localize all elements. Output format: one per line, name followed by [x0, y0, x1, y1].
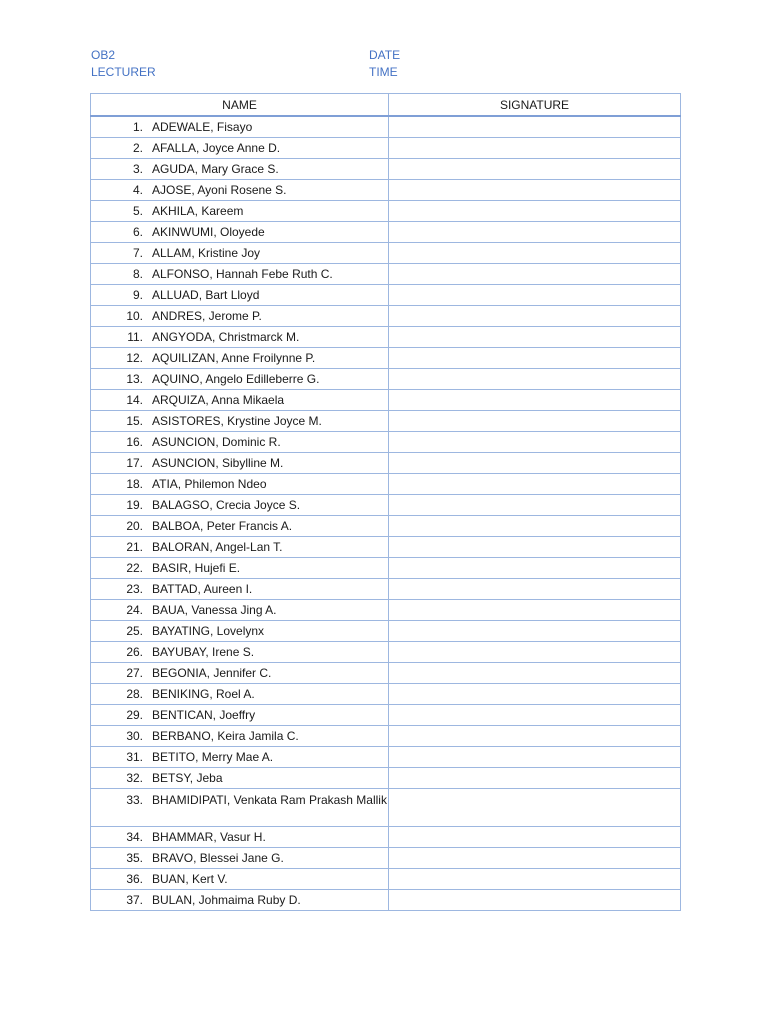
row-number: 12. [126, 350, 143, 365]
signature-cell[interactable] [389, 890, 681, 911]
student-name: AQUILIZAN, Anne Froilynne P. [152, 350, 316, 365]
row-number: 36. [126, 871, 143, 886]
signature-cell[interactable] [389, 827, 681, 848]
table-row [91, 116, 681, 138]
table-row [91, 768, 681, 789]
student-name: ANGYODA, Christmarck M. [152, 329, 300, 344]
signature-cell[interactable] [389, 222, 681, 243]
name-cell [91, 327, 389, 348]
signature-column-header: SIGNATURE [389, 94, 681, 117]
table-row [91, 369, 681, 390]
name-cell [91, 243, 389, 264]
signature-cell[interactable] [389, 705, 681, 726]
signature-cell[interactable] [389, 516, 681, 537]
table-row [91, 579, 681, 600]
signature-cell[interactable] [389, 579, 681, 600]
name-cell [91, 768, 389, 789]
signature-cell[interactable] [389, 869, 681, 890]
student-name: BETITO, Merry Mae A. [152, 749, 274, 764]
name-cell [91, 432, 389, 453]
signature-cell[interactable] [389, 138, 681, 159]
student-name: BAYUBAY, Irene S. [152, 644, 255, 659]
name-cell [91, 348, 389, 369]
table-row [91, 558, 681, 579]
name-cell [91, 705, 389, 726]
row-number: 25. [126, 623, 143, 638]
name-cell [91, 890, 389, 911]
row-number: 35. [126, 850, 143, 865]
table-row [91, 827, 681, 848]
signature-cell[interactable] [389, 453, 681, 474]
name-cell [91, 285, 389, 306]
name-cell [91, 264, 389, 285]
row-number: 5. [132, 203, 143, 218]
signature-cell[interactable] [389, 411, 681, 432]
row-number: 21. [126, 539, 143, 554]
row-number: 4. [132, 182, 143, 197]
row-number: 1. [132, 119, 143, 134]
table-row [91, 306, 681, 327]
student-name: AKHILA, Kareem [152, 203, 244, 218]
signature-cell[interactable] [389, 116, 681, 138]
signature-cell[interactable] [389, 747, 681, 768]
name-cell [91, 663, 389, 684]
name-cell [91, 390, 389, 411]
table-row [91, 138, 681, 159]
row-number: 8. [132, 266, 143, 281]
table-row [91, 869, 681, 890]
student-name: BHAMIDIPATI, Venkata Ram Prakash Mallik [152, 793, 387, 807]
row-number: 20. [126, 518, 143, 533]
table-row [91, 411, 681, 432]
signature-cell[interactable] [389, 789, 681, 827]
student-name: AQUINO, Angelo Edilleberre G. [152, 371, 320, 386]
name-cell [91, 411, 389, 432]
row-number: 3. [132, 161, 143, 176]
table-row [91, 243, 681, 264]
name-cell [91, 621, 389, 642]
name-cell [91, 537, 389, 558]
student-name: BUAN, Kert V. [152, 871, 228, 886]
table-row [91, 390, 681, 411]
name-cell [91, 642, 389, 663]
table-row [91, 537, 681, 558]
table-row [91, 327, 681, 348]
table-header-row [91, 94, 681, 117]
table-row [91, 453, 681, 474]
table-row [91, 180, 681, 201]
student-name: ALFONSO, Hannah Febe Ruth C. [152, 266, 333, 281]
signature-cell[interactable] [389, 600, 681, 621]
signature-cell[interactable] [389, 558, 681, 579]
row-number: 10. [126, 308, 143, 323]
row-number: 29. [126, 707, 143, 722]
signature-cell[interactable] [389, 369, 681, 390]
row-number: 37. [126, 892, 143, 907]
signature-cell[interactable] [389, 684, 681, 705]
name-cell [91, 180, 389, 201]
student-name: ASUNCION, Sibylline M. [152, 455, 284, 470]
table-row [91, 264, 681, 285]
row-number: 24. [126, 602, 143, 617]
table-row [91, 684, 681, 705]
signature-cell[interactable] [389, 348, 681, 369]
signature-cell[interactable] [389, 642, 681, 663]
row-number: 30. [126, 728, 143, 743]
student-name: BENTICAN, Joeffry [152, 707, 256, 722]
signature-cell[interactable] [389, 159, 681, 180]
row-number: 13. [126, 371, 143, 386]
name-cell [91, 726, 389, 747]
signature-cell[interactable] [389, 495, 681, 516]
student-name: BATTAD, Aureen I. [152, 581, 253, 596]
signature-cell[interactable] [389, 726, 681, 747]
row-number: 34. [126, 829, 143, 844]
name-cell [91, 495, 389, 516]
row-number: 18. [126, 476, 143, 491]
row-number: 26. [126, 644, 143, 659]
course-label: OB2 [91, 48, 116, 62]
table-row [91, 222, 681, 243]
name-cell [91, 138, 389, 159]
student-name: ASISTORES, Krystine Joyce M. [152, 413, 322, 428]
name-cell [91, 201, 389, 222]
student-name: ALLAM, Kristine Joy [152, 245, 261, 260]
student-name: BULAN, Johmaima Ruby D. [152, 892, 301, 907]
signature-cell[interactable] [389, 201, 681, 222]
row-number: 2. [132, 140, 143, 155]
name-cell [91, 684, 389, 705]
table-row [91, 747, 681, 768]
student-name: AFALLA, Joyce Anne D. [152, 140, 281, 155]
student-name: ARQUIZA, Anna Mikaela [152, 392, 285, 407]
student-name: BENIKING, Roel A. [152, 686, 255, 701]
row-number: 15. [126, 413, 143, 428]
table-row [91, 621, 681, 642]
student-name: AGUDA, Mary Grace S. [152, 161, 279, 176]
student-name: BRAVO, Blessei Jane G. [152, 850, 284, 865]
name-cell [91, 869, 389, 890]
signature-cell[interactable] [389, 537, 681, 558]
name-cell [91, 116, 389, 138]
row-number: 27. [126, 665, 143, 680]
table-row [91, 726, 681, 747]
row-number: 31. [126, 749, 143, 764]
name-cell [91, 453, 389, 474]
student-name: BEGONIA, Jennifer C. [152, 665, 272, 680]
signature-cell[interactable] [389, 243, 681, 264]
row-number: 6. [132, 224, 143, 239]
name-cell [91, 579, 389, 600]
row-number: 7. [132, 245, 143, 260]
table-row [91, 642, 681, 663]
student-name: ASUNCION, Dominic R. [152, 434, 281, 449]
name-cell [91, 558, 389, 579]
row-number: 9. [132, 287, 143, 302]
signature-cell[interactable] [389, 848, 681, 869]
table-row [91, 432, 681, 453]
table-row [91, 516, 681, 537]
row-number: 19. [126, 497, 143, 512]
row-number: 16. [126, 434, 143, 449]
student-name: ANDRES, Jerome P. [152, 308, 262, 323]
table-row [91, 201, 681, 222]
row-number: 11. [127, 329, 143, 344]
student-name: BASIR, Hujefi E. [152, 560, 241, 575]
header-left [91, 47, 156, 81]
table-row [91, 848, 681, 869]
table-row [91, 348, 681, 369]
table-row [91, 663, 681, 684]
table-row [91, 890, 681, 911]
student-name: BALBOA, Peter Francis A. [152, 518, 293, 533]
attendance-table [90, 93, 681, 911]
table-row [91, 285, 681, 306]
name-cell [91, 369, 389, 390]
signature-cell[interactable] [389, 264, 681, 285]
name-cell [91, 516, 389, 537]
name-cell [91, 747, 389, 768]
student-name: BAYATING, Lovelynx [152, 623, 265, 638]
header-right [369, 47, 400, 81]
table-row [91, 474, 681, 495]
row-number: 32. [126, 770, 143, 785]
date-label: DATE [369, 48, 401, 62]
signature-cell[interactable] [389, 327, 681, 348]
row-number: 28. [126, 686, 143, 701]
student-name: BAUA, Vanessa Jing A. [152, 602, 277, 617]
student-name: AKINWUMI, Oloyede [152, 224, 265, 239]
row-number: 23. [126, 581, 143, 596]
signature-cell[interactable] [389, 180, 681, 201]
name-column-header: NAME [91, 94, 389, 117]
student-name: BHAMMAR, Vasur H. [152, 829, 266, 844]
table-row [91, 600, 681, 621]
table-row [91, 705, 681, 726]
name-cell [91, 222, 389, 243]
signature-cell[interactable] [389, 285, 681, 306]
row-number: 22. [126, 560, 143, 575]
row-number: 17. [126, 455, 143, 470]
name-cell [91, 306, 389, 327]
student-name: ALLUAD, Bart Lloyd [152, 287, 260, 302]
signature-cell[interactable] [389, 432, 681, 453]
lecturer-label: LECTURER [91, 65, 156, 79]
student-name: BALORAN, Angel-Lan T. [152, 539, 283, 554]
table-row [91, 495, 681, 516]
signature-cell[interactable] [389, 768, 681, 789]
signature-cell[interactable] [389, 474, 681, 495]
name-cell [91, 474, 389, 495]
student-name: AJOSE, Ayoni Rosene S. [152, 182, 287, 197]
student-name: ATIA, Philemon Ndeo [152, 476, 267, 491]
name-cell [91, 789, 389, 827]
signature-cell[interactable] [389, 621, 681, 642]
signature-cell[interactable] [389, 306, 681, 327]
row-number: 14. [126, 392, 143, 407]
time-label: TIME [369, 65, 398, 79]
row-number: 33. [126, 793, 143, 807]
name-cell [91, 848, 389, 869]
student-name: BERBANO, Keira Jamila C. [152, 728, 299, 743]
table-row [91, 789, 681, 827]
student-name: BALAGSO, Crecia Joyce S. [152, 497, 301, 512]
name-cell [91, 600, 389, 621]
student-name: ADEWALE, Fisayo [152, 119, 253, 134]
signature-cell[interactable] [389, 663, 681, 684]
name-cell [91, 827, 389, 848]
table-row [91, 159, 681, 180]
signature-cell[interactable] [389, 390, 681, 411]
student-name: BETSY, Jeba [152, 770, 223, 785]
name-cell [91, 159, 389, 180]
